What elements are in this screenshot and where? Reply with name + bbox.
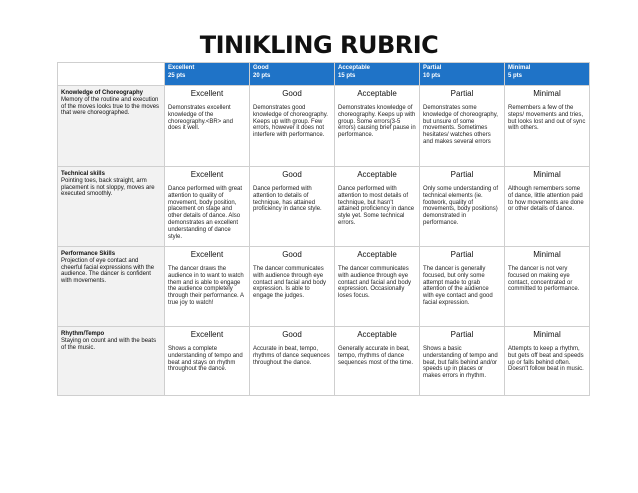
- header-row: [58, 63, 590, 86]
- level-label: Minimal: [533, 250, 561, 259]
- cell-text: Remembers a few of the steps/ movements and tries, but looks lost and out of sync with others.: [508, 105, 586, 132]
- cell-text: Shows a complete understanding of tempo and beat and stays on rhythm throughout the dance.: [168, 346, 243, 373]
- level-label: Partial: [450, 250, 474, 259]
- cell-text: The dancer is generally focused, but only some attempt made to grab attention of the audience with eye contact and good facial expression.: [423, 266, 493, 306]
- cell-text: Dance performed with great attention to quality of movement, body position, placement on stage and other details of dance. Also demonstrates an excellent understanding of dance style.: [168, 186, 243, 240]
- rating-cell: [165, 247, 250, 327]
- rating-cell: [420, 86, 505, 167]
- criterion-row: [58, 167, 590, 247]
- rating-cell: [165, 327, 250, 396]
- level-label: Acceptable: [357, 330, 397, 339]
- rating-cell: [335, 247, 420, 327]
- cell-text: Demonstrates some knowledge of choreography, but unsure of some movements. Sometimes hesitates/ watches others and makes several errors: [423, 105, 498, 145]
- level-label: Good: [282, 89, 302, 98]
- header-acceptable: Acceptable 15 pts: [335, 63, 420, 86]
- cell-text: Demonstrates excellent knowledge of the choreography.<BR> and does it well.: [168, 105, 233, 132]
- header-excellent: Excellent 25 pts: [165, 63, 250, 86]
- level-label: Minimal: [533, 170, 561, 179]
- level-label: Acceptable: [357, 170, 397, 179]
- criterion-name: Performance Skills: [61, 251, 116, 257]
- level-label: Excellent: [190, 170, 224, 179]
- criterion-description: Staying on count and with the beats of the music.: [61, 337, 157, 351]
- criterion-name: Technical skills: [61, 171, 105, 177]
- criterion-row: [58, 327, 590, 396]
- cell-text: Dance performed with attention to most details of technique, but hasn't attained proficiency in dance style yet. Some technical errors.: [338, 186, 415, 226]
- cell-text: Attempts to keep a rhythm, but gets off beat and speeds up or falls behind often. Doesn't follow beat in music.: [508, 346, 584, 373]
- rating-cell: [420, 247, 505, 327]
- cell-text: The dancer communicates with audience through eye contact and facial and body expression. Is able to engage the judges.: [253, 266, 327, 300]
- rating-cell: [420, 327, 505, 396]
- criterion-cell: [58, 247, 165, 327]
- header-corner: [58, 63, 165, 86]
- level-label: Excellent: [190, 250, 224, 259]
- level-label: Partial: [450, 89, 474, 98]
- level-label: Acceptable: [357, 89, 397, 98]
- criterion-cell: [58, 327, 165, 396]
- cell-text: Generally accurate in beat, tempo, rhythms of dance sequences most of the time.: [338, 346, 414, 366]
- criterion-name: Rhythm/Tempo: [61, 331, 105, 337]
- rating-cell: [505, 167, 590, 247]
- level-label: Partial: [450, 330, 474, 339]
- level-label: Minimal: [533, 89, 561, 98]
- level-label: Partial: [450, 170, 474, 179]
- rating-cell: [505, 327, 590, 396]
- rating-cell: [505, 247, 590, 327]
- cell-text: Although remembers some of dance, little attention paid to how movements are done or other details of dance.: [508, 186, 584, 213]
- rating-cell: [250, 327, 335, 396]
- rating-cell: [335, 167, 420, 247]
- criterion-description: Projection of eye contact and cheerful facial expressions with the audience. The dancer is confident with movements.: [61, 257, 155, 285]
- header-minimal: Minimal 5 pts: [505, 63, 590, 86]
- criterion-description: Memory of the routine and execution of the moves looks true to the moves that were choreographed.: [61, 96, 160, 117]
- cell-text: Demonstrates knowledge of choreography. Keeps up with group. Some errors(3-5 errors) causing brief pause in performance.: [338, 105, 416, 139]
- rating-cell: [165, 86, 250, 167]
- criterion-row: [58, 247, 590, 327]
- rating-cell: [335, 86, 420, 167]
- criterion-description: Pointing toes, back straight, arm placement is not sloppy, moves are executed smoothly.: [61, 177, 155, 198]
- cell-text: Shows a basic understanding of tempo and beat, but falls behind and/or speeds up in places or makes errors in rhythm.: [423, 346, 498, 380]
- cell-text: The dancer draws the audience in to want to watch them and is able to engage the audience completely through their performance. A true joy to watch!: [168, 266, 244, 306]
- header-partial: Partial 10 pts: [420, 63, 505, 86]
- rubric-title: TINIKLING RUBRIC: [199, 31, 439, 59]
- level-label: Good: [282, 330, 302, 339]
- rating-cell: [250, 167, 335, 247]
- cell-text: Accurate in beat, tempo, rhythms of dance sequences throughout the dance.: [253, 346, 330, 366]
- rating-cell: [165, 167, 250, 247]
- cell-text: Demonstrates good knowledge of choreography. Keeps up with group. Few errors, however it does not interfere with performance.: [253, 105, 328, 139]
- cell-text: The dancer is not very focused on making eye contact, concentrated or committed to performance.: [508, 266, 580, 293]
- rating-cell: [505, 86, 590, 167]
- level-label: Good: [282, 170, 302, 179]
- header-good: Good 20 pts: [250, 63, 335, 86]
- cell-text: Only some understanding of technical elements (ie. footwork, quality of movements, body positions) demonstrated in performance.: [423, 186, 499, 226]
- rating-cell: [250, 247, 335, 327]
- cell-text: Dance performed with attention to details of technique, has attained proficiency in dance style.: [253, 186, 322, 213]
- level-label: Good: [282, 250, 302, 259]
- rubric-table: [57, 62, 590, 396]
- rating-cell: [250, 86, 335, 167]
- criterion-cell: [58, 86, 165, 167]
- level-label: Excellent: [190, 89, 224, 98]
- level-label: Acceptable: [357, 250, 397, 259]
- criterion-cell: [58, 167, 165, 247]
- level-label: Excellent: [190, 330, 224, 339]
- rating-cell: [335, 327, 420, 396]
- criterion-name: Knowledge of Choreography: [61, 90, 144, 96]
- cell-text: The dancer communicates with audience through eye contact and facial and body expression. Occasionally loses focus.: [338, 266, 412, 300]
- level-label: Minimal: [533, 330, 561, 339]
- criterion-row: [58, 86, 590, 167]
- rating-cell: [420, 167, 505, 247]
